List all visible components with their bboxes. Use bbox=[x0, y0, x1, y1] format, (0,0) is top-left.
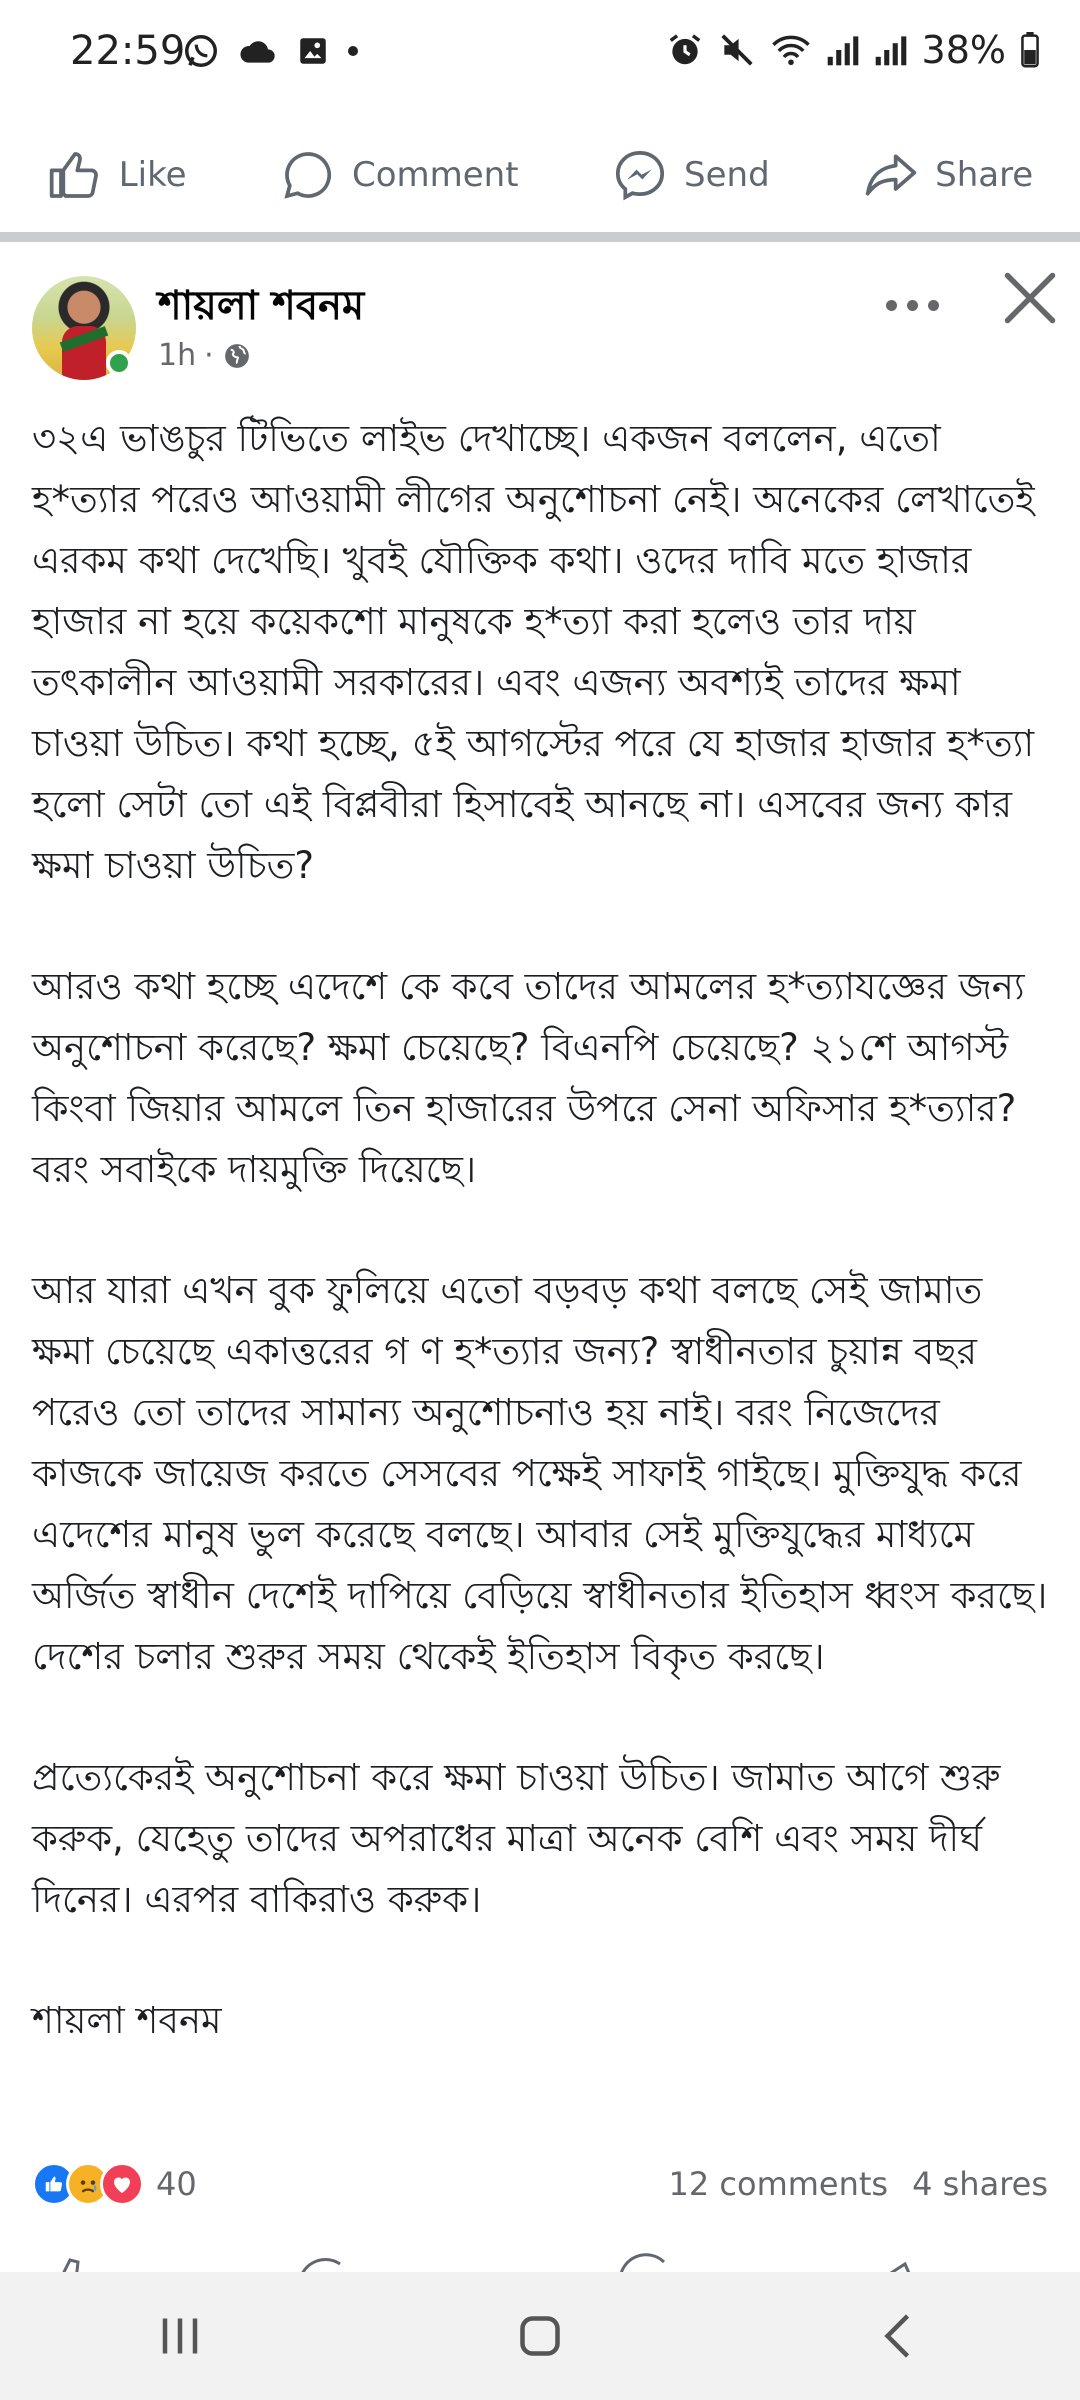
thumbs-up-icon bbox=[47, 147, 103, 203]
battery-percent: 38% bbox=[921, 28, 1006, 72]
status-left-icons bbox=[182, 32, 358, 70]
status-right bbox=[666, 28, 1040, 72]
whatsapp-icon bbox=[182, 32, 220, 70]
comment-button[interactable] bbox=[280, 147, 519, 203]
recent-apps-icon[interactable] bbox=[150, 2306, 210, 2366]
shares-count[interactable]: 4 shares bbox=[912, 2165, 1048, 2203]
comment-label: Comment bbox=[351, 155, 519, 195]
previous-post-actions bbox=[0, 120, 1080, 230]
more-dot bbox=[907, 300, 918, 311]
post-paragraph: আর যারা এখন বুক ফুলিয়ে এতো বড়বড় কথা বলছে সেই জামাত ক্ষমা চেয়েছে একাত্তরের গ ণ হ*ত্যার জন্য? স্বাধীনতার চুয়ান্ন বছর পরেও তো তাদের সামান্য অনুশোচনাও হয় নাই। বরং নিজেদের কাজকে জায়েজ করতে সেসবের পক্ষেই সাফাই গাইছে। মুক্তিযুদ্ধ করে এদেশের মানুষ ভুল করেছে বলছে। আবার সেই মুক্তিযুদ্ধের মাধ্যমে অর্জিত স্বাধীন দেশেই দাপিয়ে বেড়িয়ে স্বাধীনতার ইতিহাস ধ্বংস করছে। দেশের চলার শুরুর সময় থেকেই ইতিহাস বিকৃত করছে। bbox=[32, 1269, 1048, 1678]
more-dot bbox=[928, 300, 939, 311]
like-button[interactable] bbox=[47, 147, 187, 203]
meta-separator: · bbox=[204, 338, 214, 373]
close-icon[interactable] bbox=[1000, 268, 1060, 328]
system-nav-bar bbox=[0, 2272, 1080, 2400]
share-icon bbox=[863, 147, 919, 203]
like-label: Like bbox=[118, 155, 187, 195]
comment-icon bbox=[280, 147, 336, 203]
online-status-dot bbox=[106, 350, 132, 376]
wifi-icon bbox=[770, 31, 812, 69]
post-divider bbox=[0, 232, 1080, 242]
send-button[interactable] bbox=[612, 147, 770, 203]
more-options-button[interactable] bbox=[872, 280, 952, 330]
send-label: Send bbox=[684, 155, 770, 195]
share-label: Share bbox=[935, 155, 1034, 195]
author-name[interactable]: শায়লা শবনম bbox=[158, 283, 365, 329]
engagement-counts bbox=[669, 2165, 1049, 2203]
post-signature: শায়লা শবনম bbox=[32, 1999, 222, 2042]
back-icon[interactable] bbox=[870, 2306, 930, 2366]
post-header bbox=[0, 262, 1080, 382]
home-icon[interactable] bbox=[510, 2306, 570, 2366]
messenger-icon bbox=[612, 147, 668, 203]
reaction-count[interactable]: 40 bbox=[156, 2165, 197, 2203]
cloud-icon bbox=[238, 35, 278, 67]
post-time[interactable]: 1h bbox=[158, 338, 197, 373]
post-meta bbox=[158, 338, 252, 373]
post-paragraph: আরও কথা হচ্ছে এদেশে কে কবে তাদের আমলের হ*ত্যাযজ্ঞের জন্য অনুশোচনা করেছে? ক্ষমা চেয়েছে? বিএনপি চেয়েছে? ২১শে আগস্ট কিংবা জিয়ার আমলে তিন হাজারের উপরে সেনা অফিসার হ*ত্যার? বরং সবাইকে দায়মুক্তি দিয়েছে। bbox=[32, 965, 1025, 1191]
status-bar bbox=[0, 0, 1080, 108]
status-time: 22:59 bbox=[70, 28, 186, 74]
love-reaction-icon bbox=[100, 2162, 144, 2206]
mute-icon bbox=[718, 31, 756, 69]
signal-icon bbox=[826, 32, 860, 68]
reaction-icons[interactable] bbox=[32, 2162, 134, 2206]
battery-icon bbox=[1020, 32, 1040, 68]
share-button[interactable] bbox=[863, 147, 1033, 203]
post-paragraph: ৩২এ ভাঙচুর টিভিতে লাইভ দেখাচ্ছে। একজন বললেন, এতো হ*ত্যার পরেও আওয়ামী লীগের অনুশোচনা নেই। অনেকের লেখাতেই এরকম কথা দেখেছি। খুবই যৌক্তিক কথা। ওদের দাবি মতে হাজার হাজার না হয়ে কয়েকশো মানুষকে হ*ত্যা করা হলেও তার দায় তৎকালীন আওয়ামী সরকারের। এবং এজন্য অবশ্যই তাদের ক্ষমা চাওয়া উচিত। কথা হচ্ছে, ৫ই আগস্টের পরে যে হাজার হাজার হ*ত্যা হলো সেটা তো এই বিপ্লবীরা হিসাবেই আনছে না। এসবের জন্য কার ক্ষমা চাওয়া উচিত? bbox=[32, 417, 1035, 887]
gallery-icon bbox=[296, 34, 330, 68]
globe-icon bbox=[222, 341, 252, 371]
more-dot bbox=[886, 300, 897, 311]
post-paragraph: প্রত্যেকেরই অনুশোচনা করে ক্ষমা চাওয়া উচিত। জামাত আগে শুরু করুক, যেহেতু তাদের অপরাধের মাত্রা অনেক বেশি এবং সময় দীর্ঘ দিনের। এরপর বাকিরাও করুক। bbox=[32, 1756, 1001, 1921]
signal-icon bbox=[874, 32, 908, 68]
alarm-icon bbox=[666, 31, 704, 69]
reactions-row bbox=[32, 2158, 1048, 2210]
post-body bbox=[32, 408, 1052, 2051]
comments-count[interactable]: 12 comments bbox=[668, 2165, 889, 2203]
dot-icon bbox=[348, 46, 358, 56]
